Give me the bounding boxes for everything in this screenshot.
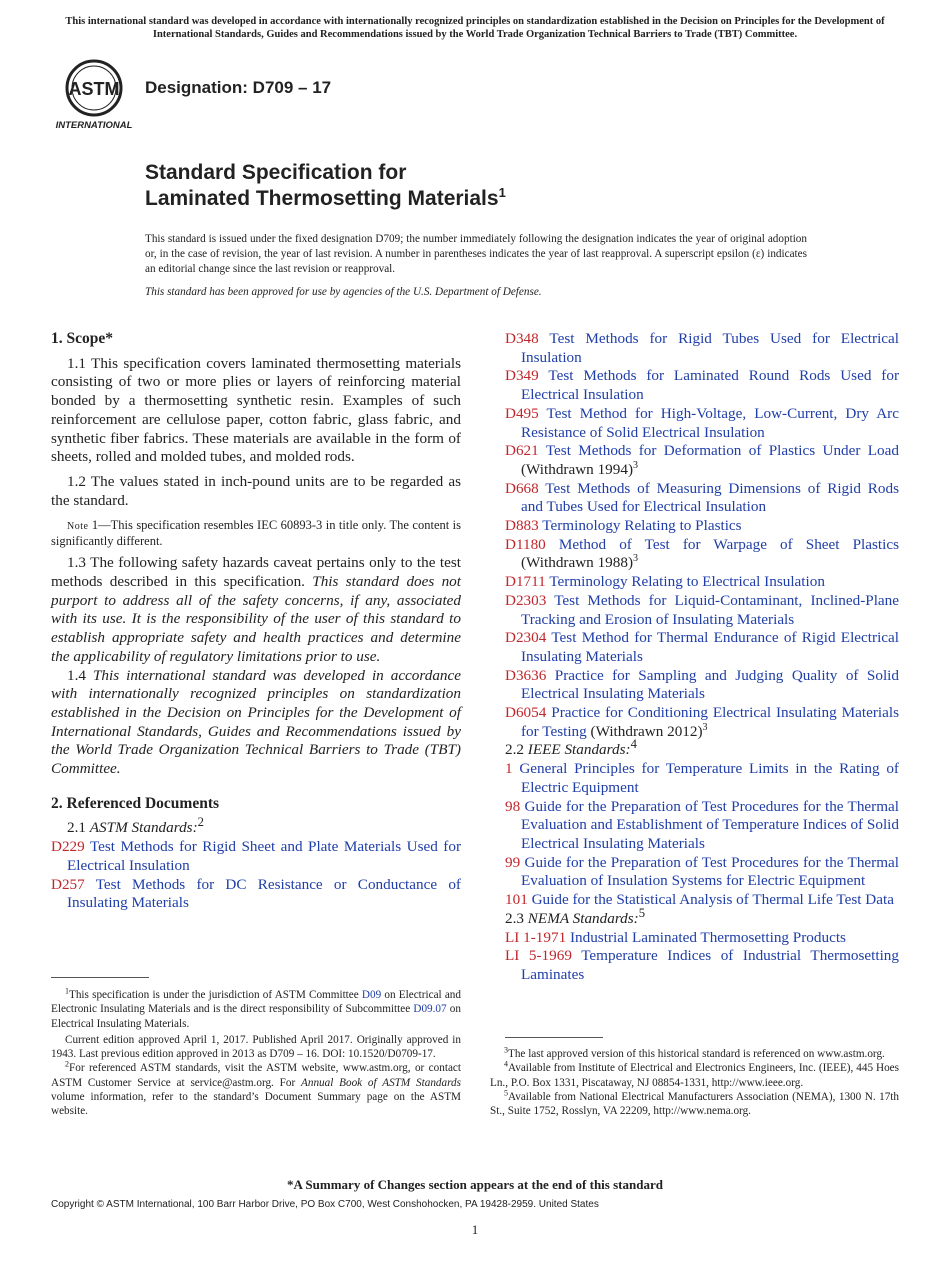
ieee-standards-label	[505, 737, 899, 760]
reference-code-link[interactable]: D621	[505, 442, 539, 460]
fn1-text-a: This specification is under the jurisdiction of ASTM Committee	[69, 989, 362, 1001]
note-text: 1—This specification resembles IEC 60893-3 in title only. The content is significantly different.	[51, 518, 461, 549]
reference-code-link[interactable]: 101	[505, 891, 528, 909]
reference-title-link[interactable]: Test Method for High-Voltage, Low-Current, Dry Arc Resistance of Solid Electrical Insulation	[521, 404, 899, 441]
logo-text: ASTM	[68, 79, 120, 99]
reference-code-link[interactable]: 99	[505, 853, 521, 871]
page-title	[145, 160, 506, 212]
ieee-label-sup: 4	[630, 737, 637, 752]
withdrawn-note: (Withdrawn 2012)	[590, 722, 703, 740]
fn3-sup: 3	[504, 1045, 508, 1055]
nema-standards-label	[505, 905, 899, 929]
footnote-3	[490, 1047, 899, 1061]
para-1-2: 1.2 The values stated in inch-pound units are to be regarded as the standard.	[51, 472, 461, 509]
reference-item	[505, 536, 899, 573]
reference-code-link[interactable]: D495	[505, 404, 539, 422]
footnotes-right	[490, 1047, 899, 1118]
fn4-sup: 4	[504, 1059, 508, 1069]
title-footnote-ref: 1	[498, 185, 506, 200]
reference-code-link[interactable]: D3636	[505, 666, 547, 684]
right-column	[505, 330, 899, 985]
reference-code-link[interactable]: D2304	[505, 629, 547, 647]
reference-title-link[interactable]: Test Methods for DC Resistance or Conductance of Insulating Materials	[67, 875, 461, 912]
note-label: Note	[67, 521, 89, 533]
footnote-1	[51, 988, 461, 1031]
fn2-text-b: volume information, refer to the standard’s Document Summary page on the ASTM website.	[51, 1091, 461, 1118]
reference-title-link[interactable]: Test Methods for Rigid Sheet and Plate Materials Used for Electrical Insulation	[67, 838, 461, 874]
footnote-2	[51, 1061, 461, 1118]
reference-title-link[interactable]: Test Methods of Measuring Dimensions of Rigid Rods and Tubes Used for Electrical Insulation	[521, 479, 899, 516]
para-1-4-num: 1.4	[67, 666, 93, 684]
reference-code-link[interactable]: D668	[505, 479, 539, 497]
title-line-1: Standard Specification for	[145, 161, 407, 184]
title-line-2: Laminated Thermosetting Materials	[145, 187, 499, 210]
reference-item	[505, 929, 899, 948]
withdrawn-note: (Withdrawn 1994)	[521, 460, 633, 478]
ieee-list	[505, 760, 899, 910]
reference-code-link[interactable]: D883	[505, 517, 539, 535]
reference-code-link[interactable]: D2303	[505, 591, 547, 609]
fn1-sup: 1	[65, 986, 69, 996]
committee-link[interactable]: D09	[361, 989, 382, 1001]
scope-heading: 1. Scope*	[51, 330, 113, 347]
withdrawn-footnote-ref: 3	[633, 553, 638, 565]
reference-title-link[interactable]: Practice for Sampling and Judging Quality of Solid Electrical Insulating Materials	[521, 666, 899, 703]
reference-title-link[interactable]: Test Method for Thermal Endurance of Rigid Electrical Insulating Materials	[521, 629, 899, 665]
reference-item	[505, 629, 899, 666]
para-1-1: 1.1 This specification covers laminated thermosetting materials consisting of two or more plies or layers of reinforcing material bonded by a thermosetting synthetic resin. Examples of such reinforcement are cellulose paper, cotton fabric, glass fabric, and synthetic fiber fabrics. These materials are available in the form of sheets, rolled and molded tubes, and molded rods.	[51, 354, 461, 466]
summary-of-changes-note: *A Summary of Changes section appears at the end of this standard	[287, 1177, 663, 1192]
reference-item	[505, 798, 899, 854]
fn2-italic: Annual Book of ASTM Standards	[301, 1076, 461, 1089]
fn5-sup: 5	[504, 1088, 508, 1098]
footnote-edition: Current edition approved April 1, 2017. Published April 2017. Originally approved in 1943. Last previous edition approved in 2013 as D709 – 16. DOI: 10.1520/D0709-17.	[51, 1033, 461, 1061]
refdocs-heading: 2. Referenced Documents	[51, 794, 220, 812]
nema-label-sup: 5	[638, 905, 646, 920]
para-1-4	[51, 667, 461, 779]
reference-title-link[interactable]: Terminology Relating to Plastics	[542, 517, 742, 535]
para-1-4-text: This international standard was developed in accordance with internationally recognized principles on standardization established in the Decision on Principles for the Development of International Standards, Guides and Recommendations issued by the World Trade Organization Technical Barriers to Trade (TBT) Committee.	[51, 666, 462, 778]
astm-standards-label	[67, 815, 461, 838]
reference-item	[505, 517, 899, 536]
subcommittee-link[interactable]: D09.07	[413, 1003, 447, 1016]
reference-item	[505, 592, 899, 629]
para-1-3-plain: 1.3 The following safety hazards caveat pertains only to the test methods described in this specification.	[51, 554, 461, 591]
footnote-4	[490, 1061, 899, 1090]
reference-code-link[interactable]: D257	[51, 875, 85, 893]
fn3-text: The last approved version of this historical standard is referenced on www.astm.org.	[508, 1048, 885, 1060]
fn4-text: Available from Institute of Electrical and Electronics Engineers, Inc. (IEEE), 445 Hoes Ln., P.O. Box 1331, Piscataway, NJ 08854-1331, http://www.ieee.org.	[490, 1062, 899, 1089]
page-number: 1	[471, 1222, 479, 1237]
fn2-sup: 2	[65, 1059, 69, 1069]
nema-list	[505, 929, 899, 985]
reference-code-link[interactable]: D229	[51, 838, 85, 856]
reference-item	[505, 405, 899, 442]
reference-item	[51, 838, 461, 875]
reference-item	[51, 876, 461, 913]
reference-code-link[interactable]: 1	[505, 760, 513, 778]
para-1-3-caveat: This standard does not purport to address all of the safety concerns, if any, associated with its use. It is the responsibility of the user of this standard to establish appropriate safety and health practices and determine the applicability of regulatory limitations prior to use.	[51, 573, 461, 665]
withdrawn-footnote-ref: 3	[702, 721, 708, 733]
nema-label-text: NEMA Standards:	[527, 909, 639, 927]
designation: Designation: D709 – 17	[145, 78, 332, 97]
reference-title-link[interactable]: General Principles for Temperature Limits in the Rating of Electric Equipment	[519, 760, 899, 796]
reference-title-link[interactable]: Industrial Laminated Thermosetting Products	[569, 928, 846, 946]
left-column	[51, 330, 461, 913]
reference-title-link[interactable]: Method of Test for Warpage of Sheet Plastics	[558, 535, 900, 553]
para-1-3	[51, 554, 461, 666]
reference-title-link[interactable]: Test Methods for Liquid-Contaminant, Inclined-Plane Tracking and Erosion of Insulating Materials	[521, 591, 899, 628]
reference-item	[505, 442, 899, 479]
astm-list-left	[51, 838, 461, 913]
footnote-divider-right	[505, 1037, 603, 1038]
nema-label-num: 2.3	[505, 909, 528, 927]
reference-code-link[interactable]: 98	[505, 797, 521, 815]
ieee-label-text: IEEE Standards:	[527, 741, 631, 759]
reference-item	[505, 947, 899, 984]
reference-item	[505, 573, 899, 592]
reference-code-link[interactable]: D349	[505, 367, 539, 385]
reference-code-link[interactable]: LI 5-1969	[505, 947, 572, 965]
footnote-5	[490, 1090, 899, 1119]
astm-label-num: 2.1	[67, 819, 90, 837]
issue-paragraph: This standard is issued under the fixed designation D709; the number immediately following the designation indicates the year of original adoption or, in the case of revision, the year of last revision. A number in parentheses indicates the year of last reapproval. A superscript epsilon (ε) indicates an editorial change since the last revision or reapproval.	[145, 233, 807, 275]
wto-notice: This international standard was developed in accordance with internationally recognized principles on standardization established in the Decision on Principles for the Development of International Standards, Guides and Recommendations issued by the World Trade Organization Technical Barriers to Trade (TBT) Committee.	[65, 16, 885, 40]
reference-title-link[interactable]: Test Methods for Deformation of Plastics Under Load	[545, 442, 899, 460]
astm-logo	[52, 58, 136, 132]
fn2-text-a: For referenced ASTM standards, visit the ASTM website, www.astm.org, or contact ASTM Customer Service at service@astm.org. For	[51, 1062, 461, 1089]
fn1-text-c: on Electrical Insulating Materials.	[51, 1003, 461, 1030]
reference-code-link[interactable]: D6054	[505, 704, 547, 722]
reference-title-link[interactable]: Test Methods for Rigid Tubes Used for Electrical Insulation	[521, 330, 899, 366]
logo-subtext: INTERNATIONAL	[55, 120, 133, 131]
astm-list-right	[505, 330, 899, 741]
fn1-text-b: on Electrical and Electronic Insulating Materials and is the direct responsibility of Subcommittee	[51, 989, 461, 1016]
note-1	[51, 518, 461, 549]
reference-title-link[interactable]: Guide for the Statistical Analysis of Thermal Life Test Data	[531, 891, 894, 909]
reference-item	[505, 854, 899, 891]
reference-title-link[interactable]: Temperature Indices of Industrial Thermosetting Laminates	[521, 947, 899, 983]
reference-code-link[interactable]: D348	[505, 330, 539, 347]
reference-title-link[interactable]: Guide for the Preparation of Test Procedures for the Thermal Evaluation of Insulation Systems for Electric Equipment	[521, 853, 899, 890]
reference-code-link[interactable]: LI 1-1971	[505, 928, 567, 946]
withdrawn-note: (Withdrawn 1988)	[521, 554, 633, 572]
reference-item	[505, 891, 899, 910]
reference-title-link[interactable]: Terminology Relating to Electrical Insulation	[549, 573, 825, 591]
reference-item	[505, 704, 899, 741]
reference-title-link[interactable]: Guide for the Preparation of Test Procedures for the Thermal Evaluation and Establishment of Temperature Indices of Solid Electrical Insulating Materials	[521, 797, 899, 852]
reference-item	[505, 480, 899, 517]
footnotes-left	[51, 988, 461, 1119]
reference-item	[505, 760, 899, 797]
ieee-label-num: 2.2	[505, 741, 528, 759]
withdrawn-footnote-ref: 3	[633, 459, 638, 471]
footnote-divider-left	[51, 977, 149, 978]
astm-label-text: ASTM Standards:	[89, 819, 198, 837]
fn5-text: Available from National Electrical Manufacturers Association (NEMA), 1300 N. 17th St., Suite 1752, Rosslyn, VA 22209, http://www.nema.org.	[490, 1090, 899, 1118]
dod-approval-note: This standard has been approved for use by agencies of the U.S. Department of Defense.	[145, 286, 542, 298]
reference-item	[505, 330, 899, 367]
reference-item	[505, 367, 899, 404]
copyright: Copyright © ASTM International, 100 Barr Harbor Drive, PO Box C700, West Conshohocken, PA 19428-2959. United States	[51, 1199, 599, 1210]
astm-label-sup: 2	[197, 815, 204, 830]
reference-code-link[interactable]: D1180	[505, 535, 546, 553]
reference-title-link[interactable]: Test Methods for Laminated Round Rods Used for Electrical Insulation	[521, 367, 900, 404]
reference-code-link[interactable]: D1711	[505, 573, 546, 591]
reference-title-link[interactable]: Practice for Conditioning Electrical Insulating Materials for Testing	[521, 704, 899, 740]
astm-logo-icon	[52, 58, 136, 132]
reference-item	[505, 667, 899, 704]
